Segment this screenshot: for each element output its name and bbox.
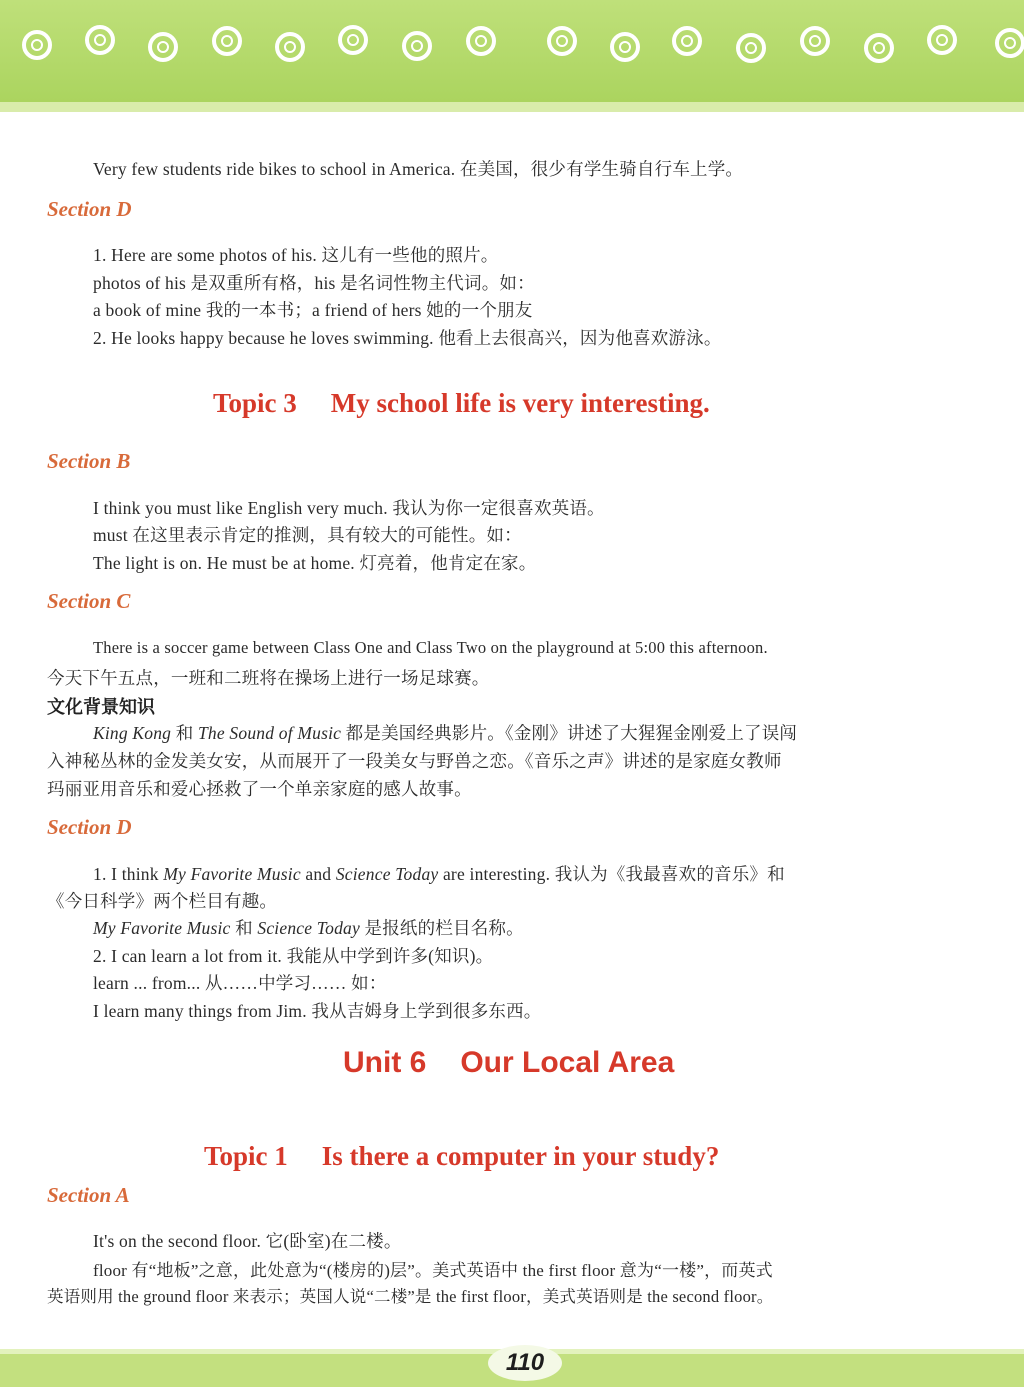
text-fragment: and	[300, 864, 336, 884]
body-text: 入神秘丛林的金发美女安，从而展开了一段美女与野兽之恋。《音乐之声》讲述的是家庭女教师	[47, 751, 782, 771]
topic-heading	[204, 1141, 719, 1172]
column-title: Science Today	[257, 918, 360, 938]
culture-heading: 文化背景知识	[47, 697, 155, 717]
body-text: Very few students ride bikes to school in America. 在美国，很少有学生骑自行车上学。	[93, 159, 744, 179]
unit-title-text: Our Local Area	[460, 1046, 675, 1079]
circle-ornament-icon	[995, 28, 1024, 58]
unit-heading	[343, 1046, 674, 1080]
body-text	[93, 720, 797, 745]
topic-number: Topic 3	[213, 388, 297, 418]
body-text: 玛丽亚用音乐和爱心拯救了一个单亲家庭的感人故事。	[47, 779, 472, 799]
topic-title-text: My school life is very interesting.	[330, 388, 710, 418]
circle-ornament-icon	[148, 32, 178, 62]
text-fragment: 1. I think	[93, 864, 164, 884]
unit-number: Unit 6	[343, 1046, 427, 1079]
movie-title: The Sound of Music	[198, 723, 342, 743]
column-title: My Favorite Music	[93, 918, 231, 938]
section-heading: Section B	[47, 449, 131, 473]
column-title: My Favorite Music	[163, 864, 301, 884]
circle-ornament-icon	[212, 26, 242, 56]
section-heading: Section D	[47, 815, 132, 839]
section-heading: Section A	[47, 1183, 130, 1207]
body-text: floor 有“地板”之意，此处意为“(楼房的)层”。美式英语中 the first floor 意为“一楼”，而英式	[93, 1261, 773, 1280]
body-text: must 在这里表示肯定的推测，具有较大的可能性。如：	[93, 525, 522, 545]
body-text: 今天下午五点，一班和二班将在操场上进行一场足球赛。	[47, 668, 490, 688]
body-text: There is a soccer game between Class One and Class Two on the playground at 5:00 this afternoon.	[93, 638, 768, 657]
body-text: 《今日科学》两个栏目有趣。	[47, 891, 278, 911]
circle-ornament-icon	[736, 33, 766, 63]
body-text: a book of mine 我的一本书；a friend of hers 她的一个朋友	[93, 300, 533, 320]
body-text: photos of his 是双重所有格，his 是名词性物主代词。如：	[93, 273, 535, 293]
text-fragment: 和	[230, 918, 258, 938]
section-heading: Section D	[47, 197, 132, 221]
body-text: 2. I can learn a lot from it. 我能从中学到许多(知识)。	[93, 946, 494, 966]
text-fragment: 是报纸的栏目名称。	[359, 918, 524, 938]
text-fragment: 和	[171, 723, 198, 743]
circle-ornament-icon	[864, 33, 894, 63]
circle-ornament-icon	[547, 26, 577, 56]
body-text: I think you must like English very much. 我认为你一定很喜欢英语。	[93, 498, 605, 518]
movie-title: King Kong	[93, 723, 172, 743]
page-number: 110	[488, 1345, 562, 1381]
column-title: Science Today	[335, 864, 439, 884]
body-text: The light is on. He must be at home. 灯亮着，他肯定在家。	[93, 553, 537, 573]
body-text: I learn many things from Jim. 我从吉姆身上学到很多东西。	[93, 1001, 542, 1021]
circle-ornament-icon	[672, 26, 702, 56]
circle-ornament-icon	[275, 32, 305, 62]
band-stripe	[0, 102, 1024, 112]
topic-title-text: Is there a computer in your study?	[321, 1141, 720, 1171]
circle-ornament-icon	[610, 32, 640, 62]
body-text: learn ... from... 从……中学习…… 如：	[93, 973, 387, 993]
circle-ornament-icon	[927, 25, 957, 55]
topic-heading	[213, 388, 710, 419]
circle-ornament-icon	[402, 31, 432, 61]
body-text	[93, 861, 785, 886]
circle-ornament-icon	[85, 25, 115, 55]
topic-number: Topic 1	[204, 1141, 288, 1171]
body-text: 英语则用 the ground floor 来表示；英国人说“二楼”是 the first floor，美式英语则是 the second floor。	[47, 1287, 774, 1306]
circle-ornament-icon	[800, 26, 830, 56]
section-heading: Section C	[47, 589, 131, 613]
top-decorative-band	[0, 0, 1024, 112]
text-fragment: 都是美国经典影片。《金刚》讲述了大猩猩金刚爱上了误闯	[341, 723, 798, 743]
body-text: It's on the second floor. 它(卧室)在二楼。	[93, 1231, 402, 1251]
body-text: 2. He looks happy because he loves swimming. 他看上去很高兴，因为他喜欢游泳。	[93, 328, 722, 348]
text-fragment: are interesting. 我认为《我最喜欢的音乐》和	[438, 864, 785, 884]
circle-ornament-icon	[22, 30, 52, 60]
body-text	[93, 915, 524, 940]
circle-ornament-icon	[466, 26, 496, 56]
body-text: 1. Here are some photos of his. 这儿有一些他的照片。	[93, 245, 499, 265]
circle-ornament-icon	[338, 25, 368, 55]
